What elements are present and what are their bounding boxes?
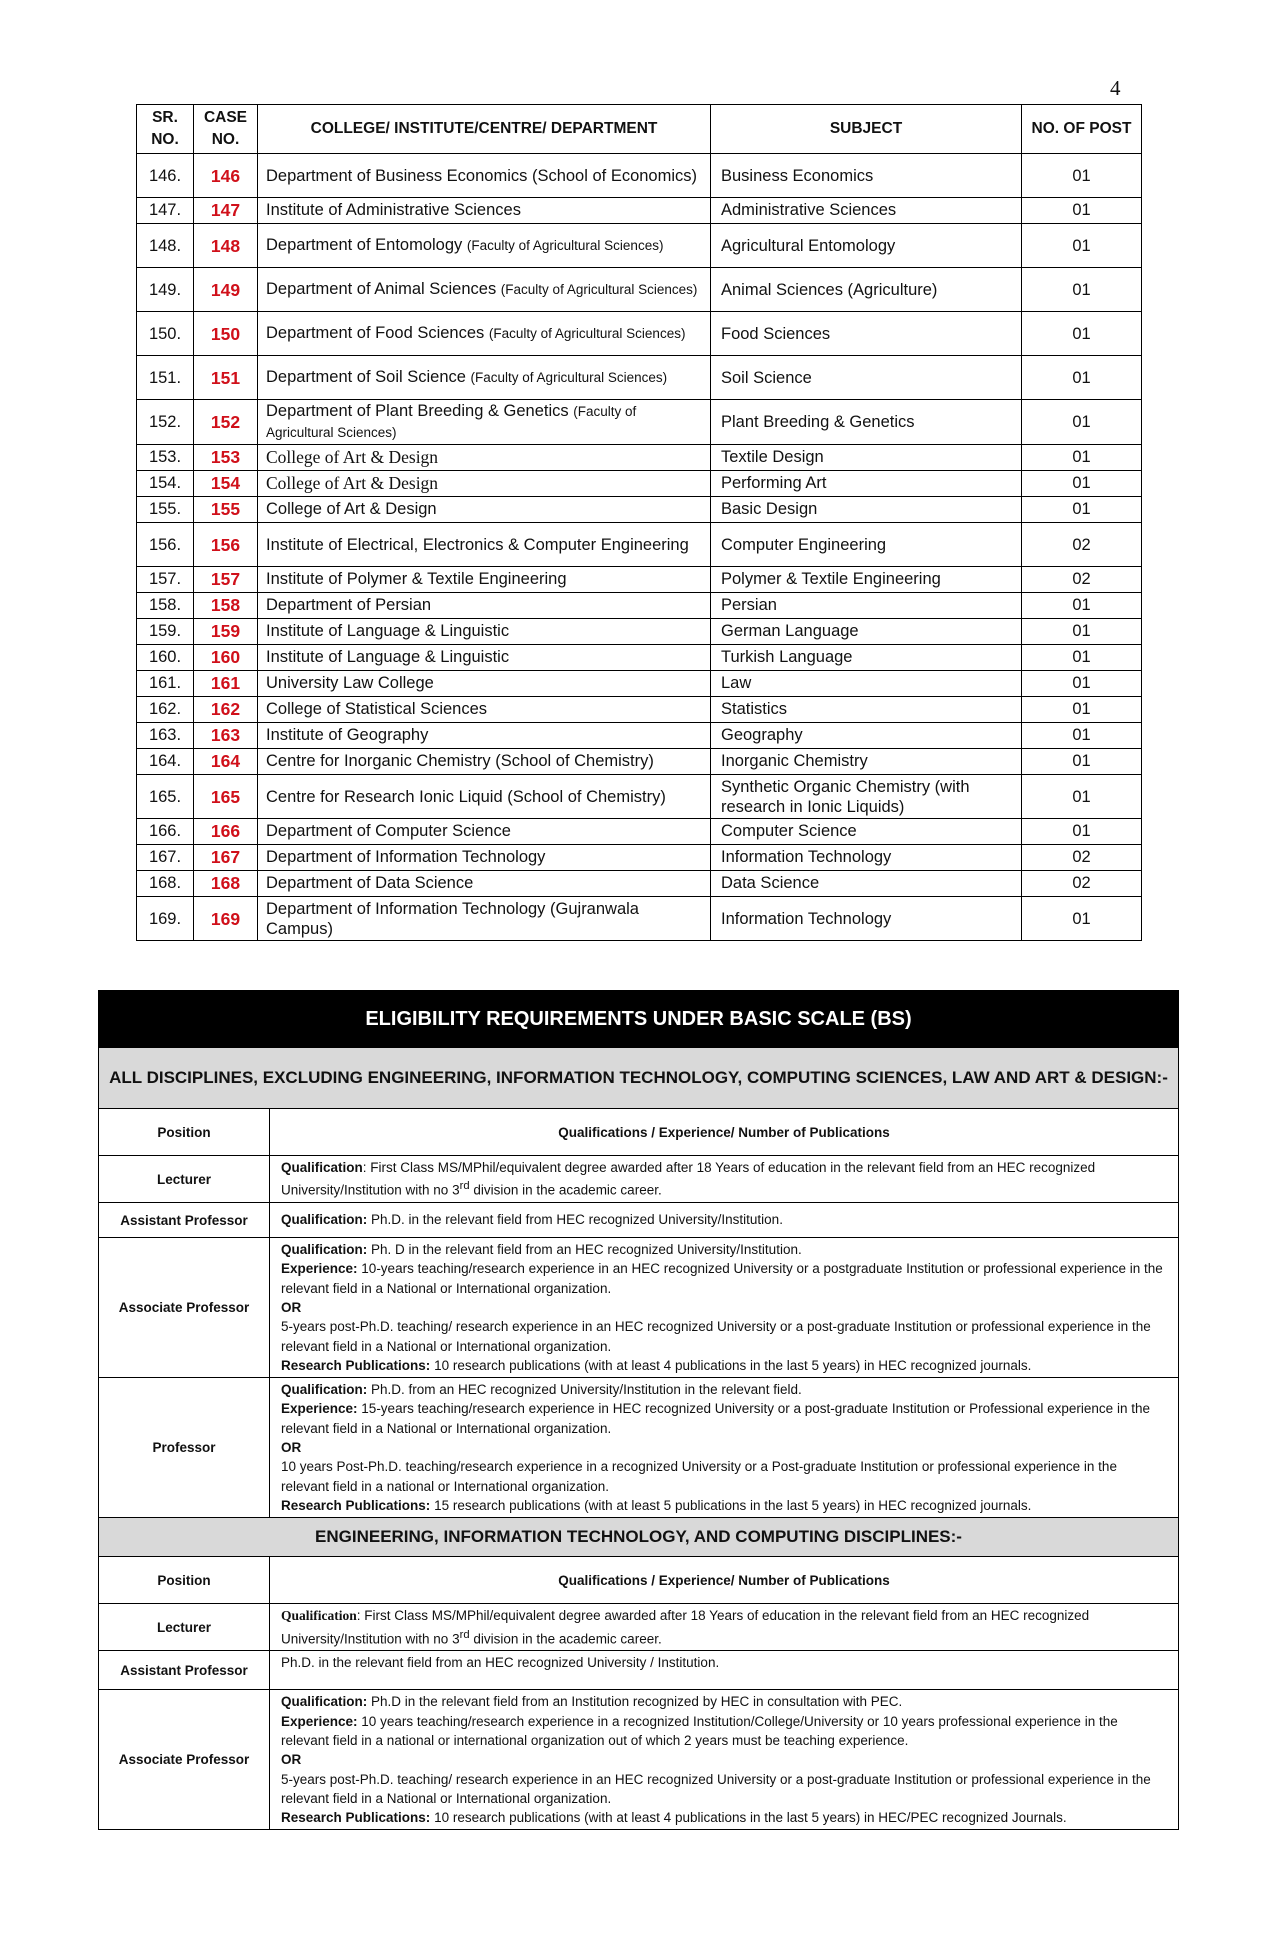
department-cell bbox=[258, 523, 711, 567]
case-no-cell: 149 bbox=[194, 268, 258, 312]
no-of-post-cell: 02 bbox=[1022, 845, 1142, 871]
department-cell bbox=[258, 697, 711, 723]
department-cell bbox=[258, 400, 711, 445]
no-of-post-cell: 02 bbox=[1022, 871, 1142, 897]
no-of-post-cell: 01 bbox=[1022, 154, 1142, 198]
sr-no-cell: 154. bbox=[137, 471, 194, 497]
department-name: Institute of Language & Linguistic bbox=[266, 648, 510, 666]
subject-cell: Agricultural Entomology bbox=[711, 224, 1022, 268]
table-row bbox=[137, 697, 1142, 723]
subject-cell: Textile Design bbox=[711, 445, 1022, 471]
department-faculty-note: (Faculty of Agricultural Sciences) bbox=[470, 370, 668, 385]
sr-no-cell: 152. bbox=[137, 400, 194, 445]
department-cell bbox=[258, 154, 711, 198]
department-name: College of Art & Design bbox=[266, 446, 439, 467]
department-name: Centre for Inorganic Chemistry (School of Chemistry) bbox=[266, 752, 654, 770]
sr-no-cell: 151. bbox=[137, 356, 194, 400]
sr-no-cell: 164. bbox=[137, 749, 194, 775]
header-case-no: CASE NO. bbox=[194, 105, 258, 154]
department-faculty-note: (Faculty of Agricultural Sciences) bbox=[488, 326, 686, 341]
no-of-post-cell: 01 bbox=[1022, 775, 1142, 819]
sr-no-cell: 159. bbox=[137, 619, 194, 645]
department-cell bbox=[258, 871, 711, 897]
eligibility-row-associate-professor bbox=[99, 1238, 1179, 1378]
no-of-post-cell: 01 bbox=[1022, 749, 1142, 775]
table-row bbox=[137, 749, 1142, 775]
sr-no-cell: 157. bbox=[137, 567, 194, 593]
department-cell bbox=[258, 645, 711, 671]
sr-no-cell: 165. bbox=[137, 775, 194, 819]
qualifications-professor: Qualification: Ph.D. from an HEC recognized University/Institution in the relevant field. Experience: 15-years teaching/research experience in HEC recognized University or a post-graduate Institution or Professional experience in the relevant field in a National or International organization. OR 10 years Post-Ph.D. teaching/research experience in a recognized University or a Post-graduate Institution or professional experience in the relevant field in a national or International organization. Research Publications: 15 research publications (with at least 5 publications in the last 5 years) in HEC recognized journals. bbox=[270, 1378, 1179, 1518]
case-no-cell: 163 bbox=[194, 723, 258, 749]
sr-no-cell: 168. bbox=[137, 871, 194, 897]
no-of-post-cell: 01 bbox=[1022, 268, 1142, 312]
department-name: Institute of Language & Linguistic bbox=[266, 622, 510, 640]
case-no-cell: 146 bbox=[194, 154, 258, 198]
department-name: Department of Information Technology bbox=[266, 848, 546, 866]
department-name: Institute of Administrative Sciences bbox=[266, 201, 521, 219]
sr-no-cell: 153. bbox=[137, 445, 194, 471]
sr-no-cell: 158. bbox=[137, 593, 194, 619]
eligibility-row-assistant-professor bbox=[99, 1651, 1179, 1690]
eligibility-row-lecturer bbox=[99, 1604, 1179, 1651]
no-of-post-cell: 01 bbox=[1022, 819, 1142, 845]
case-no-cell: 162 bbox=[194, 697, 258, 723]
department-name: University Law College bbox=[266, 674, 434, 692]
department-faculty-note: (Faculty of Agricultural Sciences) bbox=[466, 238, 664, 253]
no-of-post-cell: 01 bbox=[1022, 471, 1142, 497]
department-name: Department of Entomology bbox=[266, 236, 463, 254]
table-row bbox=[137, 224, 1142, 268]
case-no-cell: 147 bbox=[194, 198, 258, 224]
department-faculty-note: (Faculty of Agricultural Sciences) bbox=[500, 282, 698, 297]
position-professor: Professor bbox=[99, 1378, 270, 1518]
department-cell bbox=[258, 567, 711, 593]
department-cell bbox=[258, 819, 711, 845]
department-name: Department of Soil Science bbox=[266, 368, 466, 386]
subject-cell: Synthetic Organic Chemistry (with research in Ionic Liquids) bbox=[711, 775, 1022, 819]
case-no-cell: 151 bbox=[194, 356, 258, 400]
subject-cell: German Language bbox=[711, 619, 1022, 645]
posts-table-body bbox=[137, 154, 1142, 941]
header-sr-no: SR. NO. bbox=[137, 105, 194, 154]
table-row bbox=[137, 819, 1142, 845]
case-no-cell: 156 bbox=[194, 523, 258, 567]
no-of-post-cell: 01 bbox=[1022, 312, 1142, 356]
department-name: Department of Business Economics (School of Economics) bbox=[266, 166, 698, 185]
page-number: 4 bbox=[1110, 76, 1121, 100]
table-row bbox=[137, 312, 1142, 356]
subject-cell: Information Technology bbox=[711, 845, 1022, 871]
department-cell bbox=[258, 749, 711, 775]
sr-no-cell: 156. bbox=[137, 523, 194, 567]
department-cell bbox=[258, 268, 711, 312]
department-name: Department of Information Technology (Gujranwala Campus) bbox=[266, 899, 639, 938]
subject-cell: Data Science bbox=[711, 871, 1022, 897]
subject-cell: Performing Art bbox=[711, 471, 1022, 497]
header-subject: SUBJECT bbox=[711, 105, 1022, 154]
header-department: COLLEGE/ INSTITUTE/CENTRE/ DEPARTMENT bbox=[258, 105, 711, 154]
sr-no-cell: 167. bbox=[137, 845, 194, 871]
case-no-cell: 160 bbox=[194, 645, 258, 671]
department-cell bbox=[258, 356, 711, 400]
column-position: Position bbox=[99, 1109, 270, 1156]
position-assistant-professor: Assistant Professor bbox=[99, 1651, 270, 1690]
subject-cell: Computer Engineering bbox=[711, 523, 1022, 567]
no-of-post-cell: 02 bbox=[1022, 523, 1142, 567]
table-row bbox=[137, 400, 1142, 445]
subject-cell: Inorganic Chemistry bbox=[711, 749, 1022, 775]
case-no-cell: 152 bbox=[194, 400, 258, 445]
subject-cell: Polymer & Textile Engineering bbox=[711, 567, 1022, 593]
case-no-cell: 159 bbox=[194, 619, 258, 645]
position-lecturer: Lecturer bbox=[99, 1604, 270, 1651]
no-of-post-cell: 02 bbox=[1022, 567, 1142, 593]
case-no-cell: 153 bbox=[194, 445, 258, 471]
qualification-label: Qualification bbox=[281, 1160, 363, 1175]
sr-no-cell: 155. bbox=[137, 497, 194, 523]
subject-cell: Information Technology bbox=[711, 897, 1022, 941]
department-cell bbox=[258, 775, 711, 819]
subject-cell: Plant Breeding & Genetics bbox=[711, 400, 1022, 445]
no-of-post-cell: 01 bbox=[1022, 897, 1142, 941]
column-qualifications: Qualifications / Experience/ Number of Publications bbox=[270, 1557, 1179, 1604]
column-qualifications: Qualifications / Experience/ Number of Publications bbox=[270, 1109, 1179, 1156]
department-name: College of Statistical Sciences bbox=[266, 700, 488, 718]
table-row bbox=[137, 154, 1142, 198]
subject-cell: Administrative Sciences bbox=[711, 198, 1022, 224]
sr-no-cell: 161. bbox=[137, 671, 194, 697]
case-no-cell: 161 bbox=[194, 671, 258, 697]
table-row bbox=[137, 567, 1142, 593]
no-of-post-cell: 01 bbox=[1022, 593, 1142, 619]
case-no-cell: 158 bbox=[194, 593, 258, 619]
subject-cell: Geography bbox=[711, 723, 1022, 749]
department-cell bbox=[258, 723, 711, 749]
case-no-cell: 154 bbox=[194, 471, 258, 497]
department-cell bbox=[258, 471, 711, 497]
sr-no-cell: 146. bbox=[137, 154, 194, 198]
case-no-cell: 167 bbox=[194, 845, 258, 871]
table-row bbox=[137, 897, 1142, 941]
department-cell bbox=[258, 845, 711, 871]
qualifications-associate-professor: Qualification: Ph.D in the relevant field from an Institution recognized by HEC in consultation with PEC. Experience: 10 years teaching/research experience in a recognized Institution/College/University or 10 years professional experience in the relevant field in a national or international organization out of which 2 years must be teaching experience. OR 5-years post-Ph.D. teaching/ research experience in an HEC recognized University or a post-graduate Institution or professional experience in the relevant field in a National or International organization. Research Publications: 10 research publications (with at least 4 publications in the last 5 years) in HEC/PEC recognized Journals. bbox=[270, 1690, 1179, 1830]
table-row bbox=[137, 593, 1142, 619]
case-no-cell: 155 bbox=[194, 497, 258, 523]
department-faculty-note: (Faculty of Agricultural Sciences) bbox=[266, 404, 637, 440]
no-of-post-cell: 01 bbox=[1022, 400, 1142, 445]
sr-no-cell: 169. bbox=[137, 897, 194, 941]
no-of-post-cell: 01 bbox=[1022, 619, 1142, 645]
department-name: Institute of Polymer & Textile Engineering bbox=[266, 570, 567, 588]
case-no-cell: 165 bbox=[194, 775, 258, 819]
sr-no-cell: 163. bbox=[137, 723, 194, 749]
department-name: Department of Animal Sciences bbox=[266, 280, 497, 298]
posts-table bbox=[136, 104, 1142, 941]
no-of-post-cell: 01 bbox=[1022, 224, 1142, 268]
case-no-cell: 169 bbox=[194, 897, 258, 941]
table-row bbox=[137, 523, 1142, 567]
subject-cell: Soil Science bbox=[711, 356, 1022, 400]
section-heading-all-disciplines: ALL DISCIPLINES, EXCLUDING ENGINEERING, INFORMATION TECHNOLOGY, COMPUTING SCIENCES, LAW AND ART & DESIGN:- bbox=[99, 1048, 1179, 1109]
subject-cell: Animal Sciences (Agriculture) bbox=[711, 268, 1022, 312]
table-row bbox=[137, 198, 1142, 224]
table-row bbox=[137, 497, 1142, 523]
department-name: Centre for Research Ionic Liquid (School of Chemistry) bbox=[266, 787, 666, 806]
no-of-post-cell: 01 bbox=[1022, 497, 1142, 523]
case-no-cell: 166 bbox=[194, 819, 258, 845]
department-name: College of Art & Design bbox=[266, 500, 437, 518]
sr-no-cell: 147. bbox=[137, 198, 194, 224]
qualification-label: Qualification bbox=[281, 1608, 357, 1624]
department-cell bbox=[258, 445, 711, 471]
table-row bbox=[137, 619, 1142, 645]
department-name: Department of Data Science bbox=[266, 874, 474, 892]
subject-cell: Persian bbox=[711, 593, 1022, 619]
sr-no-cell: 150. bbox=[137, 312, 194, 356]
table-row bbox=[137, 775, 1142, 819]
qualifications-assistant-professor: Ph.D. in the relevant field from an HEC recognized University / Institution. bbox=[270, 1651, 1179, 1690]
header-no-of-post: NO. OF POST bbox=[1022, 105, 1142, 154]
eligibility-table bbox=[98, 990, 1179, 1830]
no-of-post-cell: 01 bbox=[1022, 198, 1142, 224]
department-name: Department of Food Sciences bbox=[266, 324, 485, 342]
subject-cell: Basic Design bbox=[711, 497, 1022, 523]
department-name: Department of Plant Breeding & Genetics bbox=[266, 402, 569, 420]
position-associate-professor: Associate Professor bbox=[99, 1238, 270, 1378]
case-no-cell: 148 bbox=[194, 224, 258, 268]
department-cell bbox=[258, 619, 711, 645]
table-row bbox=[137, 723, 1142, 749]
sr-no-cell: 149. bbox=[137, 268, 194, 312]
no-of-post-cell: 01 bbox=[1022, 697, 1142, 723]
eligibility-row-associate-professor bbox=[99, 1690, 1179, 1830]
table-row bbox=[137, 871, 1142, 897]
department-cell bbox=[258, 671, 711, 697]
case-no-cell: 168 bbox=[194, 871, 258, 897]
position-associate-professor: Associate Professor bbox=[99, 1690, 270, 1830]
qualifications-lecturer: Qualification: First Class MS/MPhil/equivalent degree awarded after 18 Years of education in the relevant field from an HEC recognized University/Institution with no 3rd division in the academic career. bbox=[270, 1156, 1179, 1203]
case-no-cell: 150 bbox=[194, 312, 258, 356]
department-cell bbox=[258, 497, 711, 523]
eligibility-title: ELIGIBILITY REQUIREMENTS UNDER BASIC SCALE (BS) bbox=[99, 991, 1179, 1048]
table-row bbox=[137, 645, 1142, 671]
column-position: Position bbox=[99, 1557, 270, 1604]
no-of-post-cell: 01 bbox=[1022, 445, 1142, 471]
no-of-post-cell: 01 bbox=[1022, 723, 1142, 749]
subject-cell: Statistics bbox=[711, 697, 1022, 723]
qualifications-associate-professor: Qualification: Ph. D in the relevant field from an HEC recognized University/Institution. Experience: 10-years teaching/research experience in an HEC recognized University or a postgraduate Institution or professional experience in the relevant field in a National or International organization. OR 5-years post-Ph.D. teaching/ research experience in an HEC recognized University or a post-graduate Institution or professional experience in the relevant field in a National or International organization. Research Publications: 10 research publications (with at least 4 publications in the last 5 years) in HEC recognized journals. bbox=[270, 1238, 1179, 1378]
sr-no-cell: 160. bbox=[137, 645, 194, 671]
department-cell bbox=[258, 312, 711, 356]
sr-no-cell: 166. bbox=[137, 819, 194, 845]
no-of-post-cell: 01 bbox=[1022, 645, 1142, 671]
eligibility-row-lecturer bbox=[99, 1156, 1179, 1203]
subject-cell: Law bbox=[711, 671, 1022, 697]
eligibility-row-professor bbox=[99, 1378, 1179, 1518]
department-name: Institute of Electrical, Electronics & Computer Engineering bbox=[266, 535, 689, 554]
position-lecturer: Lecturer bbox=[99, 1156, 270, 1203]
subject-cell: Food Sciences bbox=[711, 312, 1022, 356]
qualifications-assistant-professor: Qualification: Ph.D. in the relevant field from HEC recognized University/Institution. bbox=[270, 1203, 1179, 1238]
sr-no-cell: 162. bbox=[137, 697, 194, 723]
sr-no-cell: 148. bbox=[137, 224, 194, 268]
department-cell bbox=[258, 593, 711, 619]
subject-cell: Business Economics bbox=[711, 154, 1022, 198]
department-name: Institute of Geography bbox=[266, 726, 429, 744]
department-name: Department of Persian bbox=[266, 596, 432, 614]
table-row bbox=[137, 268, 1142, 312]
department-name: Department of Computer Science bbox=[266, 822, 511, 840]
no-of-post-cell: 01 bbox=[1022, 671, 1142, 697]
eligibility-row-assistant-professor bbox=[99, 1203, 1179, 1238]
case-no-cell: 164 bbox=[194, 749, 258, 775]
table-row bbox=[137, 845, 1142, 871]
table-row bbox=[137, 671, 1142, 697]
position-assistant-professor: Assistant Professor bbox=[99, 1203, 270, 1238]
subject-cell: Computer Science bbox=[711, 819, 1022, 845]
subject-cell: Turkish Language bbox=[711, 645, 1022, 671]
posts-table-header bbox=[137, 105, 1142, 154]
department-cell bbox=[258, 897, 711, 941]
department-name: College of Art & Design bbox=[266, 472, 439, 493]
qualifications-lecturer: Qualification: First Class MS/MPhil/equivalent degree awarded after 18 Years of education in the relevant field from an HEC recognized University/Institution with no 3rd division in the academic career. bbox=[270, 1604, 1179, 1651]
case-no-cell: 157 bbox=[194, 567, 258, 593]
table-row bbox=[137, 471, 1142, 497]
table-row bbox=[137, 445, 1142, 471]
department-cell bbox=[258, 198, 711, 224]
section-heading-engineering: ENGINEERING, INFORMATION TECHNOLOGY, AND COMPUTING DISCIPLINES:- bbox=[99, 1518, 1179, 1557]
table-row bbox=[137, 356, 1142, 400]
no-of-post-cell: 01 bbox=[1022, 356, 1142, 400]
department-cell bbox=[258, 224, 711, 268]
